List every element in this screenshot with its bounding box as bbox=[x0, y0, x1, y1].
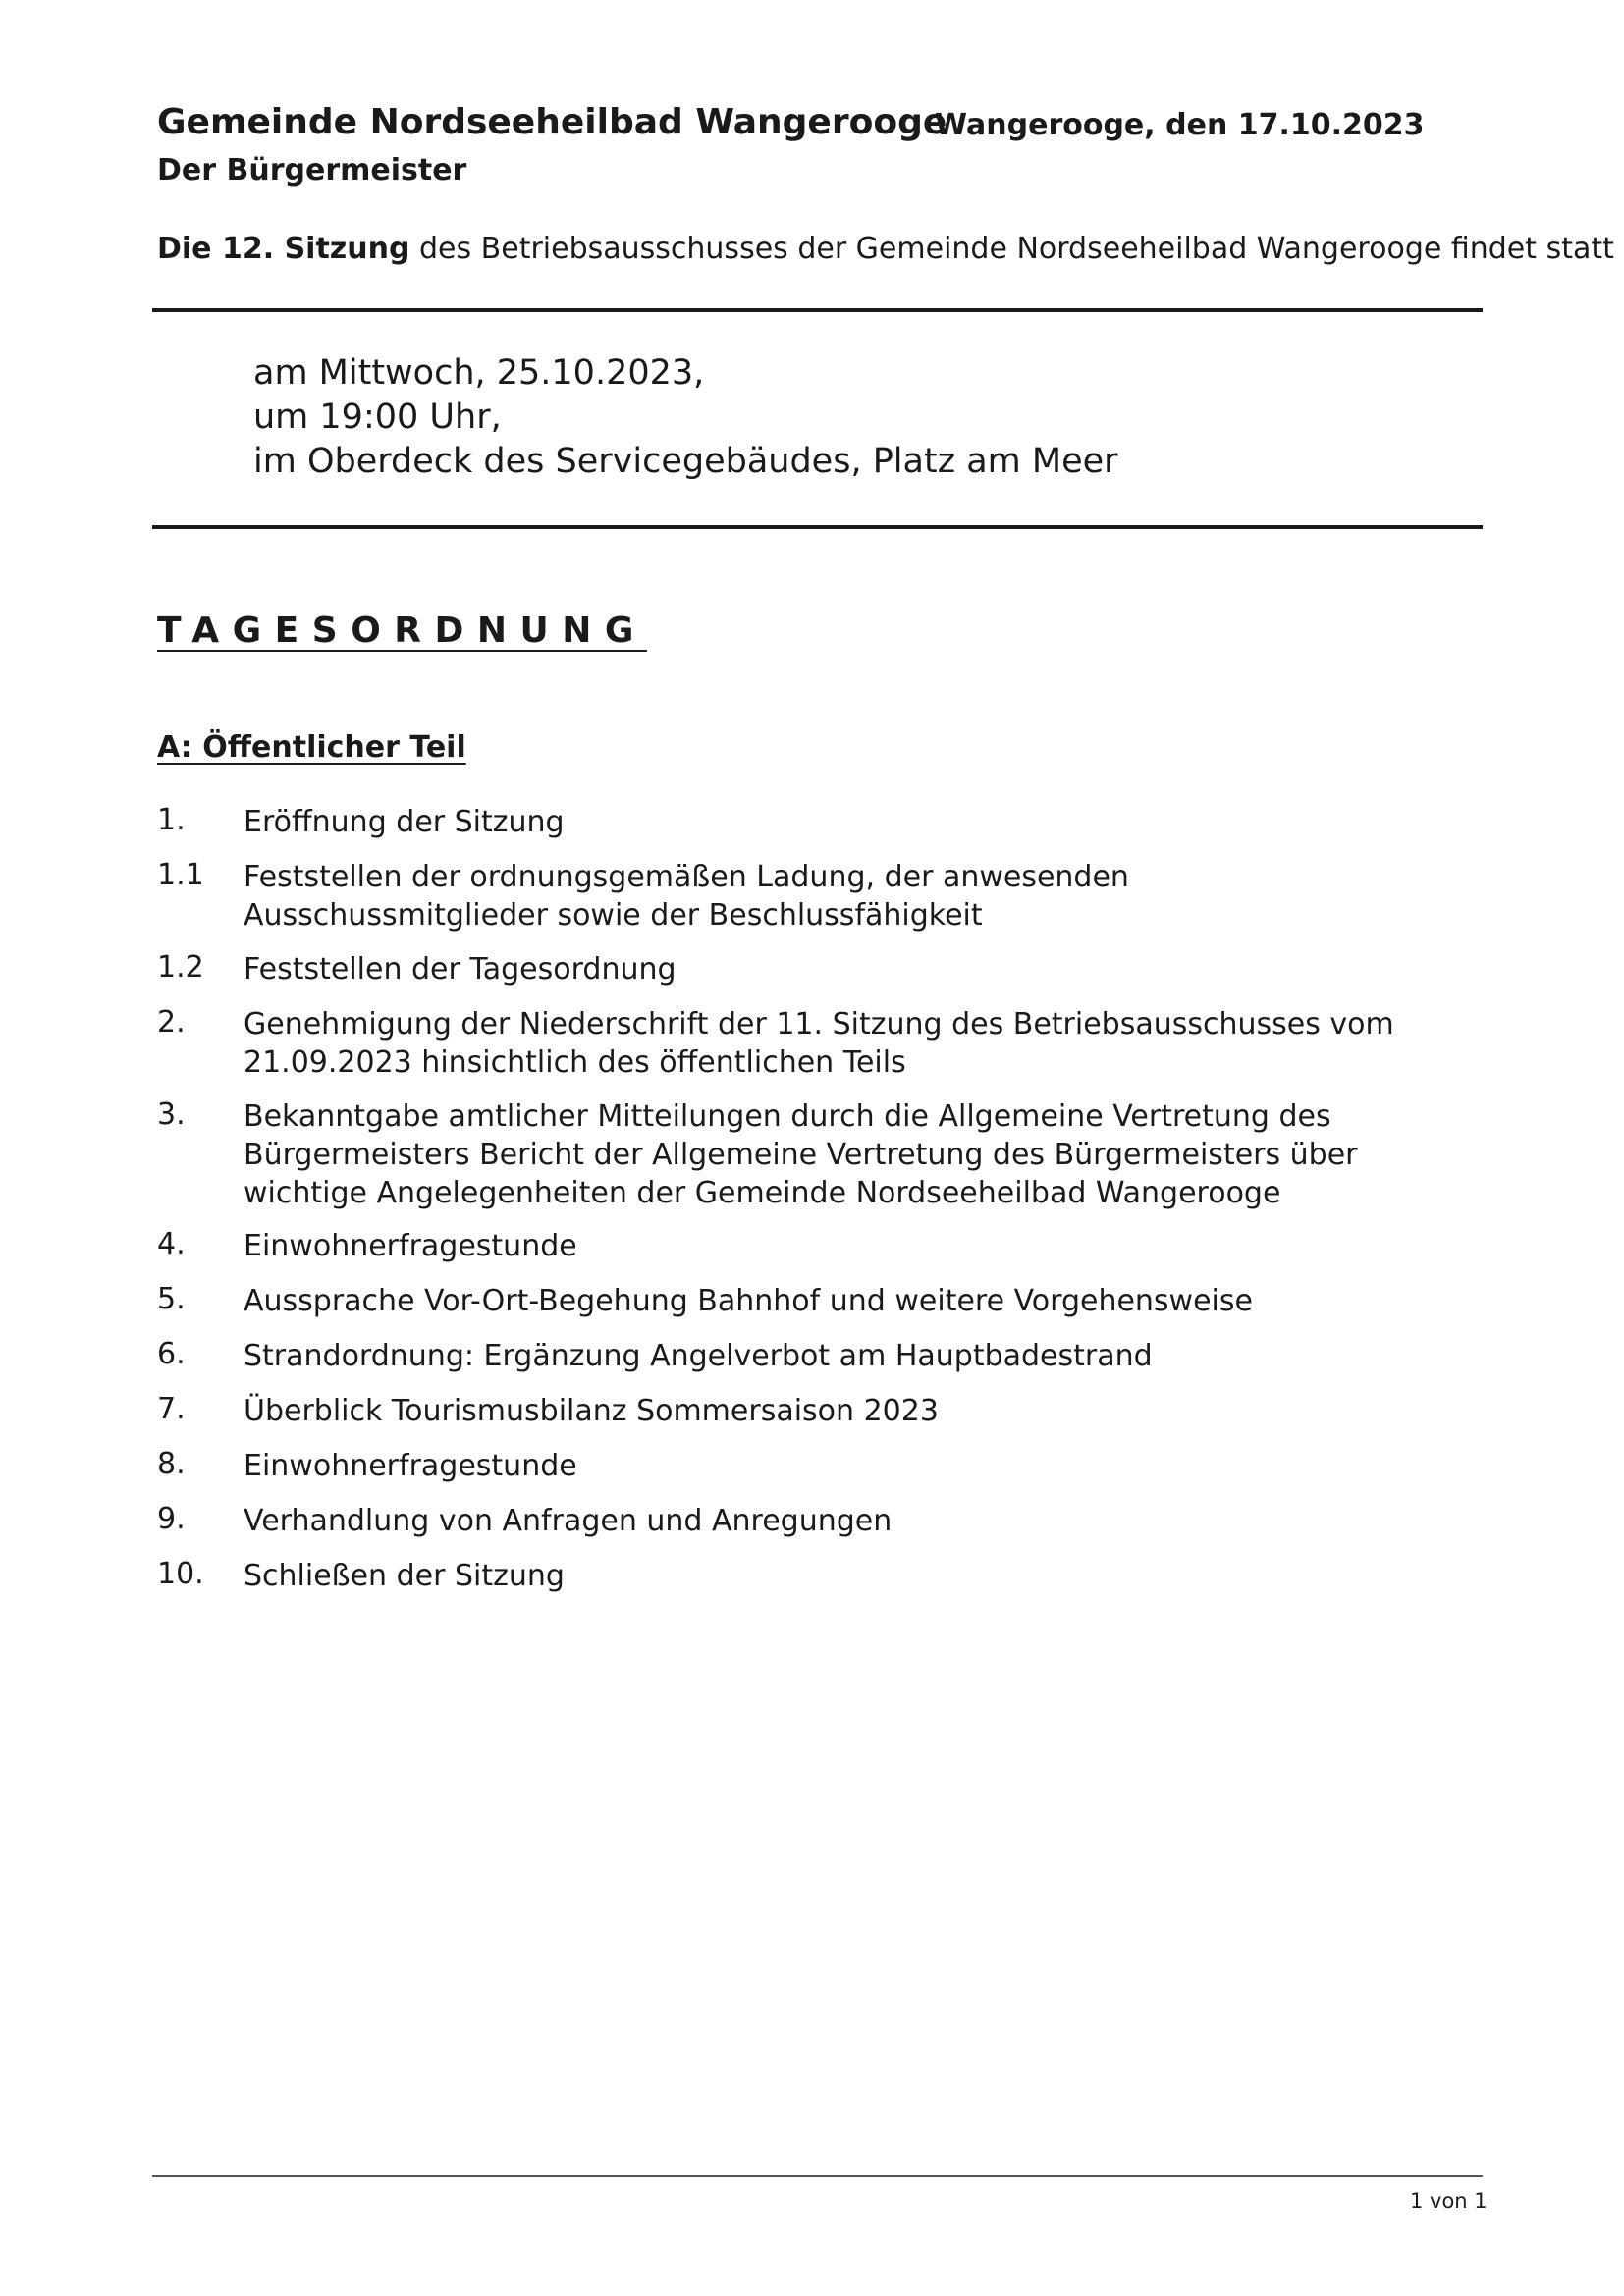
meeting-time: um 19:00 Uhr, bbox=[253, 398, 502, 437]
agenda-item-number: 4. bbox=[157, 1227, 186, 1261]
agenda-item-text: Einwohnerfragestunde bbox=[244, 1449, 577, 1483]
agenda-item-text: Einwohnerfragestunde bbox=[244, 1229, 577, 1263]
agenda-item-number: 7. bbox=[157, 1392, 186, 1426]
agenda-item-number: 1.1 bbox=[157, 858, 204, 892]
agenda-title: TAGESORDNUNG bbox=[157, 611, 647, 651]
agenda-item-text: Eröffnung der Sitzung bbox=[244, 805, 565, 839]
footer-divider bbox=[152, 2175, 1483, 2177]
agenda-item-text: Feststellen der ordnungsgemäßen Ladung, der anwesenden Ausschussmitglieder sowie der Beschlussfähigkeit bbox=[244, 860, 1129, 933]
intro-sentence bbox=[157, 232, 1614, 266]
meeting-location: im Oberdeck des Servicegebäudes, Platz am Meer bbox=[253, 442, 1118, 481]
section-title: A: Öffentlicher Teil bbox=[157, 730, 466, 765]
page-number: 1 von 1 bbox=[1410, 2189, 1488, 2213]
intro-rest: des Betriebsausschusses der Gemeinde Nordseeheilbad Wangerooge findet statt bbox=[409, 232, 1614, 266]
organization-name: Gemeinde Nordseeheilbad Wangerooge bbox=[157, 102, 947, 142]
agenda-item-text: Feststellen der Tagesordnung bbox=[244, 952, 677, 987]
agenda-item-number: 2. bbox=[157, 1005, 186, 1040]
top-divider bbox=[152, 308, 1483, 312]
agenda-item-number: 5. bbox=[157, 1282, 186, 1316]
department-name: Der Bürgermeister bbox=[157, 153, 467, 187]
agenda-item-number: 9. bbox=[157, 1502, 186, 1536]
agenda-item-text: Genehmigung der Niederschrift der 11. Sitzung des Betriebsausschusses vom 21.09.2023 hinsichtlich des öffentlichen Teils bbox=[244, 1007, 1394, 1080]
intro-bold: Die 12. Sitzung bbox=[157, 232, 410, 266]
agenda-item-number: 10. bbox=[157, 1557, 204, 1591]
agenda-item-text: Überblick Tourismusbilanz Sommersaison 2023 bbox=[244, 1394, 939, 1428]
agenda-item-text: Schließen der Sitzung bbox=[244, 1559, 565, 1593]
agenda-item-number: 8. bbox=[157, 1447, 186, 1481]
agenda-item-number: 1. bbox=[157, 803, 186, 837]
agenda-item-number: 3. bbox=[157, 1097, 186, 1132]
agenda-item-text: Verhandlung von Anfragen und Anregungen bbox=[244, 1504, 893, 1538]
agenda-item-text: Bekanntgabe amtlicher Mitteilungen durch die Allgemeine Vertretung des Bürgermeisters Bericht der Allgemeine Vertretung des Bürgermeisters über wichtige Angelegenheiten der Gemeinde Nordseeheilbad Wangerooge bbox=[244, 1099, 1358, 1210]
agenda-item-number: 6. bbox=[157, 1337, 186, 1371]
place-date: Wangerooge, den 17.10.2023 bbox=[935, 108, 1425, 142]
bottom-divider bbox=[152, 525, 1483, 529]
agenda-item-text: Aussprache Vor-Ort-Begehung Bahnhof und weitere Vorgehensweise bbox=[244, 1284, 1253, 1318]
meeting-date: am Mittwoch, 25.10.2023, bbox=[253, 353, 705, 393]
agenda-item-number: 1.2 bbox=[157, 950, 204, 985]
agenda-item-text: Strandordnung: Ergänzung Angelverbot am Hauptbadestrand bbox=[244, 1339, 1153, 1373]
